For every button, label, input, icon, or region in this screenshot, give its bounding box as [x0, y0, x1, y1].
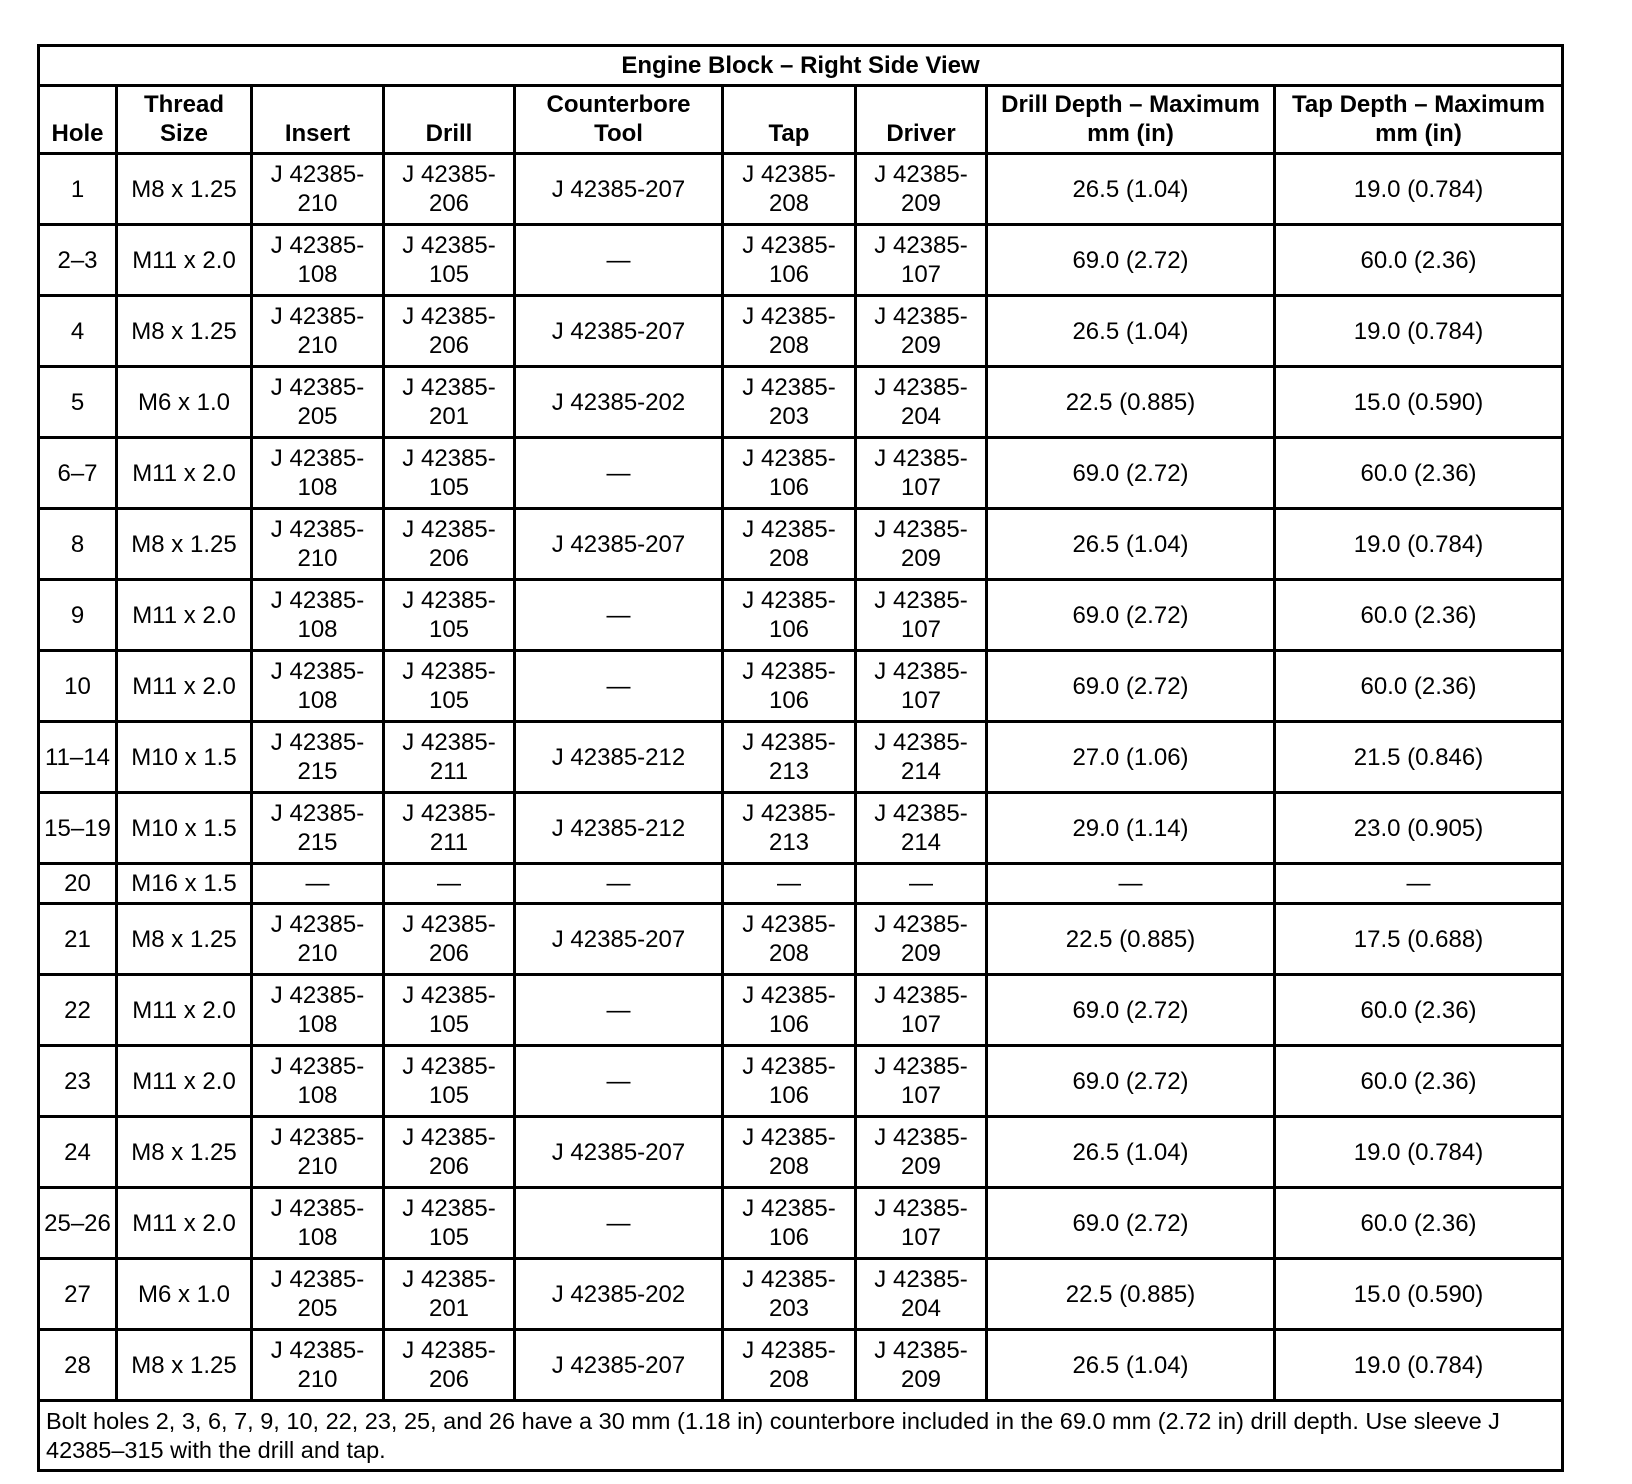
cell-driver: J 42385-107 [856, 225, 987, 296]
cell-driver: J 42385-209 [856, 904, 987, 975]
cell-tap-depth: 60.0 (2.36) [1275, 225, 1563, 296]
cell-driver: J 42385-214 [856, 722, 987, 793]
cell-tap-depth: 19.0 (0.784) [1275, 1117, 1563, 1188]
cell-drill-depth: 69.0 (2.72) [987, 438, 1275, 509]
cell-tap-depth: 15.0 (0.590) [1275, 1259, 1563, 1330]
cell-thread-size: M10 x 1.5 [117, 722, 252, 793]
cell-insert: J 42385-215 [252, 793, 384, 864]
cell-counterbore-tool: J 42385-207 [515, 296, 723, 367]
cell-thread-size: M8 x 1.25 [117, 509, 252, 580]
cell-tap: J 42385-106 [723, 1188, 856, 1259]
cell-thread-size: M8 x 1.25 [117, 296, 252, 367]
cell-drill: J 42385-206 [384, 1330, 515, 1401]
cell-counterbore-tool: — [515, 864, 723, 904]
cell-drill: J 42385-105 [384, 1188, 515, 1259]
cell-drill-depth: 26.5 (1.04) [987, 1117, 1275, 1188]
cell-drill: J 42385-105 [384, 225, 515, 296]
cell-thread-size: M11 x 2.0 [117, 975, 252, 1046]
cell-tap-depth: 15.0 (0.590) [1275, 367, 1563, 438]
cell-thread-size: M6 x 1.0 [117, 367, 252, 438]
cell-tap-depth: 19.0 (0.784) [1275, 154, 1563, 225]
cell-tap: J 42385-106 [723, 1046, 856, 1117]
cell-drill: J 42385-206 [384, 509, 515, 580]
cell-hole: 5 [39, 367, 117, 438]
cell-drill: J 42385-105 [384, 975, 515, 1046]
cell-drill-depth: 69.0 (2.72) [987, 225, 1275, 296]
cell-thread-size: M11 x 2.0 [117, 1046, 252, 1117]
engine-block-spec-table [37, 44, 1564, 1472]
column-header-hole: Hole [39, 86, 117, 154]
cell-driver: — [856, 864, 987, 904]
cell-hole: 23 [39, 1046, 117, 1117]
cell-tap: J 42385-208 [723, 296, 856, 367]
table-row [39, 1259, 1563, 1330]
cell-tap-depth: 19.0 (0.784) [1275, 1330, 1563, 1401]
column-header-thread-size: Thread Size [117, 86, 252, 154]
cell-tap: J 42385-208 [723, 904, 856, 975]
table-row [39, 580, 1563, 651]
cell-drill-depth: 26.5 (1.04) [987, 509, 1275, 580]
cell-driver: J 42385-204 [856, 367, 987, 438]
cell-thread-size: M11 x 2.0 [117, 651, 252, 722]
table-row [39, 1188, 1563, 1259]
cell-drill: J 42385-201 [384, 1259, 515, 1330]
table-row [39, 1330, 1563, 1401]
cell-thread-size: M8 x 1.25 [117, 904, 252, 975]
cell-counterbore-tool: — [515, 1046, 723, 1117]
cell-tap: — [723, 864, 856, 904]
cell-drill: — [384, 864, 515, 904]
table-row [39, 367, 1563, 438]
cell-insert: J 42385-215 [252, 722, 384, 793]
cell-thread-size: M11 x 2.0 [117, 225, 252, 296]
cell-drill-depth: 69.0 (2.72) [987, 1188, 1275, 1259]
cell-driver: J 42385-107 [856, 438, 987, 509]
cell-driver: J 42385-209 [856, 509, 987, 580]
cell-insert: J 42385-210 [252, 154, 384, 225]
cell-tap: J 42385-106 [723, 651, 856, 722]
cell-hole: 25–26 [39, 1188, 117, 1259]
cell-counterbore-tool: — [515, 975, 723, 1046]
cell-drill-depth: 27.0 (1.06) [987, 722, 1275, 793]
table-row [39, 864, 1563, 904]
cell-hole: 20 [39, 864, 117, 904]
cell-tap: J 42385-208 [723, 154, 856, 225]
cell-counterbore-tool: J 42385-212 [515, 722, 723, 793]
cell-tap: J 42385-106 [723, 225, 856, 296]
cell-driver: J 42385-204 [856, 1259, 987, 1330]
cell-tap-depth: 21.5 (0.846) [1275, 722, 1563, 793]
cell-thread-size: M8 x 1.25 [117, 1330, 252, 1401]
cell-hole: 4 [39, 296, 117, 367]
cell-driver: J 42385-107 [856, 651, 987, 722]
cell-tap: J 42385-106 [723, 438, 856, 509]
cell-drill-depth: 69.0 (2.72) [987, 580, 1275, 651]
cell-drill: J 42385-105 [384, 651, 515, 722]
cell-tap-depth: 60.0 (2.36) [1275, 975, 1563, 1046]
cell-hole: 21 [39, 904, 117, 975]
cell-thread-size: M11 x 2.0 [117, 438, 252, 509]
cell-tap-depth: 19.0 (0.784) [1275, 296, 1563, 367]
table-row [39, 904, 1563, 975]
cell-hole: 28 [39, 1330, 117, 1401]
cell-tap-depth: 60.0 (2.36) [1275, 651, 1563, 722]
cell-hole: 10 [39, 651, 117, 722]
cell-drill: J 42385-206 [384, 154, 515, 225]
cell-drill: J 42385-206 [384, 904, 515, 975]
cell-tap-depth: 60.0 (2.36) [1275, 438, 1563, 509]
cell-driver: J 42385-209 [856, 1330, 987, 1401]
cell-drill-depth: 29.0 (1.14) [987, 793, 1275, 864]
cell-driver: J 42385-209 [856, 1117, 987, 1188]
cell-counterbore-tool: — [515, 651, 723, 722]
cell-thread-size: M16 x 1.5 [117, 864, 252, 904]
cell-counterbore-tool: J 42385-207 [515, 1330, 723, 1401]
cell-thread-size: M6 x 1.0 [117, 1259, 252, 1330]
cell-drill: J 42385-206 [384, 296, 515, 367]
cell-tap: J 42385-208 [723, 509, 856, 580]
table-row [39, 651, 1563, 722]
cell-tap-depth: 17.5 (0.688) [1275, 904, 1563, 975]
cell-counterbore-tool: J 42385-207 [515, 1117, 723, 1188]
table-body [39, 154, 1563, 1401]
table-row [39, 975, 1563, 1046]
cell-hole: 27 [39, 1259, 117, 1330]
cell-counterbore-tool: J 42385-212 [515, 793, 723, 864]
cell-hole: 22 [39, 975, 117, 1046]
column-header-insert: Insert [252, 86, 384, 154]
cell-drill-depth: — [987, 864, 1275, 904]
cell-counterbore-tool: — [515, 225, 723, 296]
cell-driver: J 42385-107 [856, 580, 987, 651]
cell-drill: J 42385-211 [384, 722, 515, 793]
cell-insert: J 42385-108 [252, 1046, 384, 1117]
cell-insert: J 42385-205 [252, 1259, 384, 1330]
table-row [39, 722, 1563, 793]
cell-insert: J 42385-210 [252, 509, 384, 580]
cell-driver: J 42385-107 [856, 1046, 987, 1117]
table-row [39, 793, 1563, 864]
cell-tap: J 42385-208 [723, 1330, 856, 1401]
cell-drill: J 42385-201 [384, 367, 515, 438]
cell-thread-size: M8 x 1.25 [117, 154, 252, 225]
cell-thread-size: M10 x 1.5 [117, 793, 252, 864]
cell-drill: J 42385-105 [384, 1046, 515, 1117]
cell-drill-depth: 22.5 (0.885) [987, 904, 1275, 975]
cell-tap: J 42385-203 [723, 367, 856, 438]
cell-tap: J 42385-203 [723, 1259, 856, 1330]
cell-thread-size: M11 x 2.0 [117, 1188, 252, 1259]
cell-insert: J 42385-210 [252, 296, 384, 367]
table-row [39, 225, 1563, 296]
cell-insert: J 42385-108 [252, 651, 384, 722]
cell-tap: J 42385-213 [723, 722, 856, 793]
cell-insert: J 42385-108 [252, 580, 384, 651]
cell-drill: J 42385-105 [384, 438, 515, 509]
cell-drill-depth: 22.5 (0.885) [987, 1259, 1275, 1330]
column-header-driver: Driver [856, 86, 987, 154]
cell-tap: J 42385-213 [723, 793, 856, 864]
cell-thread-size: M8 x 1.25 [117, 1117, 252, 1188]
cell-driver: J 42385-209 [856, 296, 987, 367]
cell-thread-size: M11 x 2.0 [117, 580, 252, 651]
cell-insert: J 42385-210 [252, 1330, 384, 1401]
cell-drill-depth: 69.0 (2.72) [987, 975, 1275, 1046]
cell-insert: J 42385-108 [252, 1188, 384, 1259]
cell-insert: — [252, 864, 384, 904]
cell-tap-depth: 19.0 (0.784) [1275, 509, 1563, 580]
cell-hole: 1 [39, 154, 117, 225]
cell-drill-depth: 22.5 (0.885) [987, 367, 1275, 438]
cell-counterbore-tool: — [515, 1188, 723, 1259]
cell-hole: 9 [39, 580, 117, 651]
cell-hole: 15–19 [39, 793, 117, 864]
cell-counterbore-tool: J 42385-202 [515, 1259, 723, 1330]
cell-counterbore-tool: — [515, 580, 723, 651]
cell-counterbore-tool: — [515, 438, 723, 509]
table-footnote: Bolt holes 2, 3, 6, 7, 9, 10, 22, 23, 25, and 26 have a 30 mm (1.18 in) counterbore included in the 69.0 mm (2.72 in) drill depth. Use sleeve J 42385–315 with the drill and tap. [39, 1401, 1563, 1471]
cell-driver: J 42385-107 [856, 975, 987, 1046]
table-row [39, 154, 1563, 225]
cell-insert: J 42385-210 [252, 904, 384, 975]
cell-counterbore-tool: J 42385-207 [515, 509, 723, 580]
cell-hole: 8 [39, 509, 117, 580]
cell-tap: J 42385-208 [723, 1117, 856, 1188]
column-header-drill-depth: Drill Depth – Maximum mm (in) [987, 86, 1275, 154]
cell-tap: J 42385-106 [723, 580, 856, 651]
cell-tap-depth: 60.0 (2.36) [1275, 1188, 1563, 1259]
cell-tap-depth: 60.0 (2.36) [1275, 580, 1563, 651]
cell-driver: J 42385-107 [856, 1188, 987, 1259]
table-row [39, 509, 1563, 580]
column-header-tap: Tap [723, 86, 856, 154]
cell-insert: J 42385-205 [252, 367, 384, 438]
cell-hole: 24 [39, 1117, 117, 1188]
cell-tap-depth: 23.0 (0.905) [1275, 793, 1563, 864]
column-header-tap-depth: Tap Depth – Maximum mm (in) [1275, 86, 1563, 154]
cell-tap-depth: — [1275, 864, 1563, 904]
cell-driver: J 42385-214 [856, 793, 987, 864]
cell-counterbore-tool: J 42385-207 [515, 904, 723, 975]
cell-tap: J 42385-106 [723, 975, 856, 1046]
cell-tap-depth: 60.0 (2.36) [1275, 1046, 1563, 1117]
cell-drill-depth: 69.0 (2.72) [987, 1046, 1275, 1117]
cell-hole: 6–7 [39, 438, 117, 509]
cell-driver: J 42385-209 [856, 154, 987, 225]
cell-drill: J 42385-105 [384, 580, 515, 651]
cell-hole: 11–14 [39, 722, 117, 793]
cell-hole: 2–3 [39, 225, 117, 296]
cell-drill: J 42385-211 [384, 793, 515, 864]
cell-insert: J 42385-108 [252, 975, 384, 1046]
table-title: Engine Block – Right Side View [39, 46, 1563, 86]
cell-drill-depth: 26.5 (1.04) [987, 154, 1275, 225]
column-header-counterbore-tool: Counterbore Tool [515, 86, 723, 154]
cell-drill: J 42385-206 [384, 1117, 515, 1188]
table-row [39, 438, 1563, 509]
cell-counterbore-tool: J 42385-202 [515, 367, 723, 438]
column-header-drill: Drill [384, 86, 515, 154]
cell-insert: J 42385-108 [252, 438, 384, 509]
cell-drill-depth: 26.5 (1.04) [987, 296, 1275, 367]
table-row [39, 1117, 1563, 1188]
cell-insert: J 42385-108 [252, 225, 384, 296]
cell-insert: J 42385-210 [252, 1117, 384, 1188]
cell-counterbore-tool: J 42385-207 [515, 154, 723, 225]
cell-drill-depth: 69.0 (2.72) [987, 651, 1275, 722]
cell-drill-depth: 26.5 (1.04) [987, 1330, 1275, 1401]
table-row [39, 1046, 1563, 1117]
table-row [39, 296, 1563, 367]
